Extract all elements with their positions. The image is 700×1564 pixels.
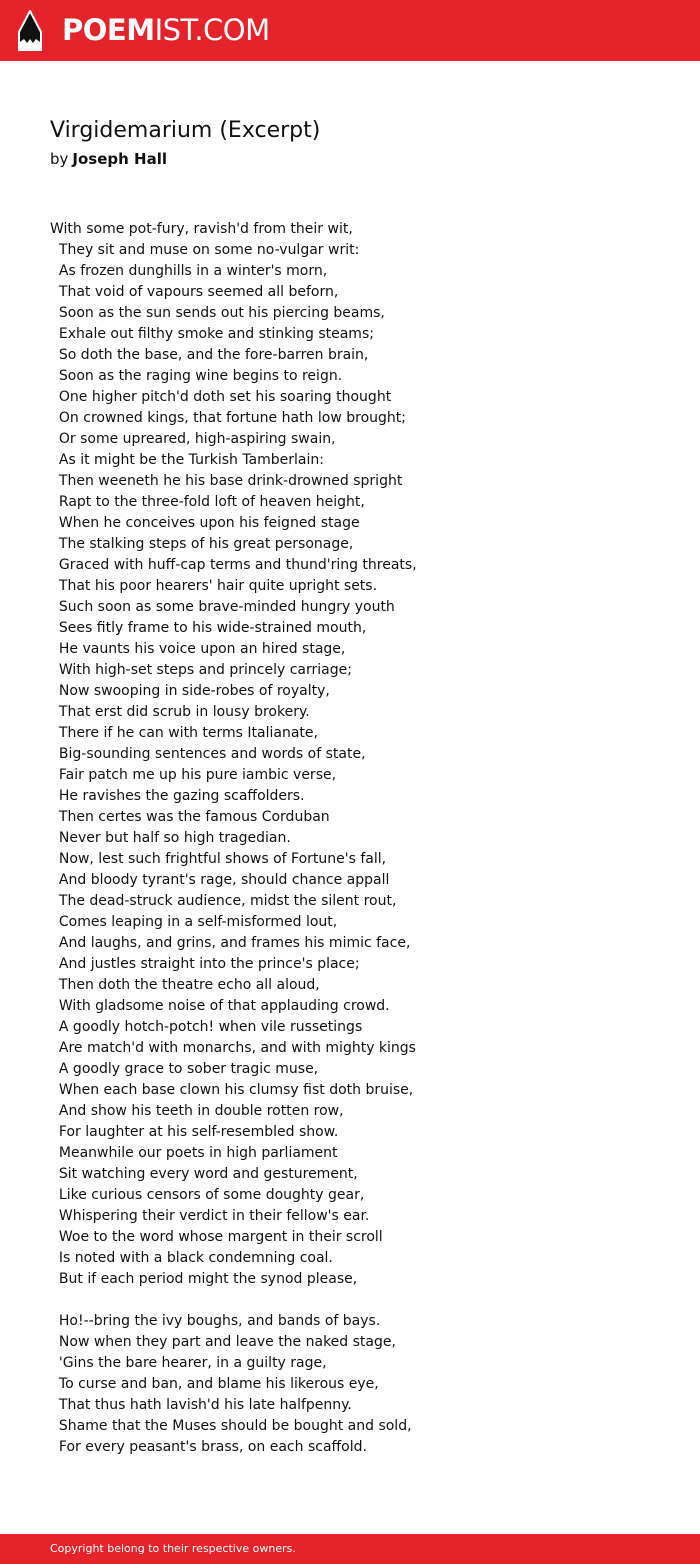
poem-line: But if each period might the synod please, [50,1271,358,1287]
poem-line: Comes leaping in a self-misformed lout, [50,914,338,930]
poem-line: Then certes was the famous Corduban [50,809,330,825]
site-footer [0,1534,700,1564]
poem-line: Graced with huff-cap terms and thund'ring threats, [50,557,417,573]
author-name: Joseph Hall [72,150,167,168]
poem-line: A goodly grace to sober tragic muse, [50,1061,319,1077]
by-label: by [50,150,69,168]
logo-bold-text: POEM [62,13,155,47]
logo-light-text: IST.COM [154,13,270,47]
poem-line: And laughs, and grins, and frames his mimic face, [50,935,411,951]
poem-line: He ravishes the gazing scaffolders. [50,788,305,804]
poem-line: With high-set steps and princely carriage; [50,662,352,678]
poem-line: To curse and ban, and blame his likerous eye, [50,1376,379,1392]
poem-line: Such soon as some brave-minded hungry youth [50,599,395,615]
poem-line: And show his teeth in double rotten row, [50,1103,344,1119]
poem-line: That void of vapours seemed all beforn, [50,284,339,300]
poem-line: Then doth the theatre echo all aloud, [50,977,320,993]
copyright-text: Copyright belong to their respective owners. [50,1542,296,1555]
poem-line: When he conceives upon his feigned stage [50,515,360,531]
poem-line: As frozen dunghills in a winter's morn, [50,263,328,279]
poem-line: The dead-struck audience, midst the silent rout, [50,893,397,909]
poem-line: That thus hath lavish'd his late halfpenny. [50,1397,352,1413]
poem-line: Woe to the word whose margent in their scroll [50,1229,383,1245]
poem-line: So doth the base, and the fore-barren brain, [50,347,369,363]
poem-line: Soon as the sun sends out his piercing beams, [50,305,385,321]
poem-line: Meanwhile our poets in high parliament [50,1145,338,1161]
poem-line: Shame that the Muses should be bought and sold, [50,1418,412,1434]
site-header [0,0,700,61]
poem-line: Are match'd with monarchs, and with mighty kings [50,1040,416,1056]
pencil-tip-icon[interactable] [17,10,43,52]
site-logo[interactable] [62,13,270,47]
poem-line: Or some upreared, high-aspiring swain, [50,431,336,447]
poem-line: And justles straight into the prince's place; [50,956,360,972]
poem-line: Rapt to the three-fold loft of heaven height, [50,494,365,510]
poem-line: Sees fitly frame to his wide-strained mouth, [50,620,367,636]
poem-line: He vaunts his voice upon an hired stage, [50,641,346,657]
poem-title: Virgidemarium (Excerpt) [50,118,321,143]
poem-line: And bloody tyrant's rage, should chance appall [50,872,390,888]
poem-line: Big-sounding sentences and words of state, [50,746,366,762]
poem-line: For every peasant's brass, on each scaffold. [50,1439,367,1455]
poem-line: There if he can with terms Italianate, [50,725,318,741]
poem-line: Soon as the raging wine begins to reign. [50,368,343,384]
poem-line: Is noted with a black condemning coal. [50,1250,333,1266]
poem-line: Then weeneth he his base drink-drowned spright [50,473,403,489]
poem-line: Exhale out filthy smoke and stinking steams; [50,326,374,342]
poem-line: With gladsome noise of that applauding crowd. [50,998,390,1014]
poem-line: Sit watching every word and gesturement, [50,1166,358,1182]
poem-line [50,1290,670,1311]
poem-line: With some pot-fury, ravish'd from their wit, [50,221,353,237]
poem-line: Like curious censors of some doughty gear, [50,1187,365,1203]
poem-line: The stalking steps of his great personage, [50,536,354,552]
poem-line: They sit and muse on some no-vulgar writ: [50,242,360,258]
poem-line: One higher pitch'd doth set his soaring thought [50,389,392,405]
poem-line: Now, lest such frightful shows of Fortune's fall, [50,851,387,867]
poem-line: Ho!--bring the ivy boughs, and bands of bays. [50,1313,381,1329]
poem-line: That his poor hearers' hair quite upright sets. [50,578,378,594]
poem-line: 'Gins the bare hearer, in a guilty rage, [50,1355,327,1371]
poem-line: That erst did scrub in lousy brokery. [50,704,310,720]
byline [50,149,167,169]
poem-line: Fair patch me up his pure iambic verse, [50,767,337,783]
poem-line: When each base clown his clumsy fist doth bruise, [50,1082,414,1098]
poem-line: Now swooping in side-robes of royalty, [50,683,330,699]
poem-line: Now when they part and leave the naked stage, [50,1334,396,1350]
poem-body [50,219,670,1458]
poem-line: A goodly hotch-potch! when vile russetings [50,1019,363,1035]
poem-line: Whispering their verdict in their fellow's ear. [50,1208,370,1224]
poem-line: Never but half so high tragedian. [50,830,291,846]
poem-line: On crowned kings, that fortune hath low brought; [50,410,406,426]
poem-line: For laughter at his self-resembled show. [50,1124,339,1140]
poem-line: As it might be the Turkish Tamberlain: [50,452,324,468]
